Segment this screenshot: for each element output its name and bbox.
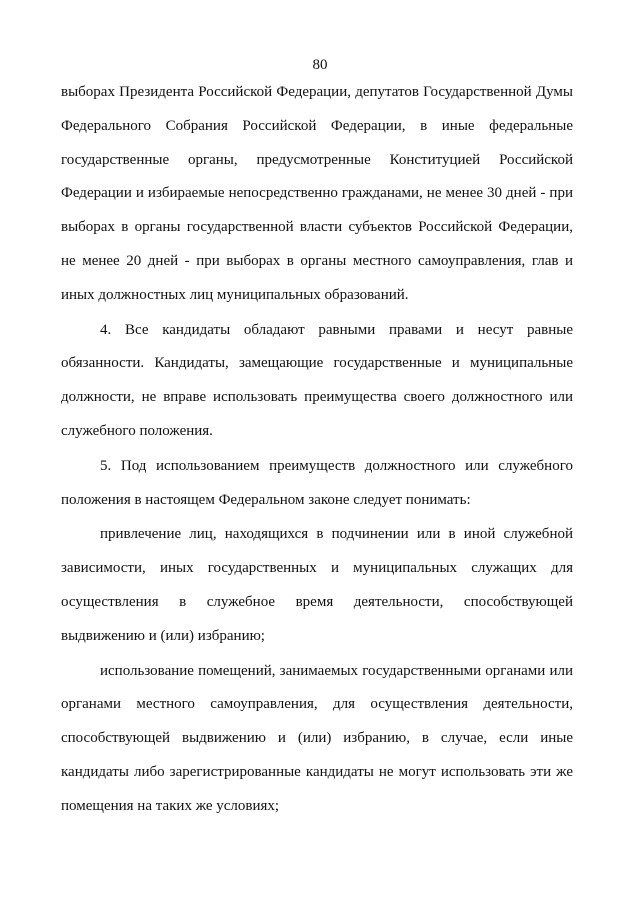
page-number: 80: [312, 57, 328, 73]
paragraph-continuation: выборах Президента Российской Федерации, депутатов Государственной Думы Федерального Собрания Российской Федерации, в иные федеральные государственные органы, предусмотренные Конституцией Российской Федерации и избираемые непосредственно гражданами, не менее 30 дней - при выборах в органы государственной власти субъектов Российской Федерации, не менее 20 дней - при выборах в органы местного самоуправления, глав и иных должностных лиц муниципальных образований.: [61, 84, 573, 303]
paragraph-subitem-premises: использование помещений, занимаемых государственными органами или органами местного самоуправления, для осуществления деятельности, способствующей выдвижению и (или) избранию, в случае, если иные кандидаты либо зарегистрированные кандидаты не могут использовать эти же помещения на таких же условиях;: [61, 662, 573, 814]
paragraph-item-4: 4. Все кандидаты обладают равными правами и несут равные обязанности. Кандидаты, замещающие государственные и муниципальные должности, не вправе использовать преимущества своего должностного или служебного положения.: [61, 321, 573, 439]
paragraph-subitem-personnel: привлечение лиц, находящихся в подчинении или в иной служебной зависимости, иных государственных и муниципальных служащих для осуществления в служебное время деятельности, способствующей выдвижению и (или) избранию;: [61, 526, 573, 644]
document-body: [61, 76, 573, 824]
paragraph-item-5: 5. Под использованием преимуществ должностного или служебного положения в настоящем Федеральном законе следует понимать:: [61, 457, 573, 508]
